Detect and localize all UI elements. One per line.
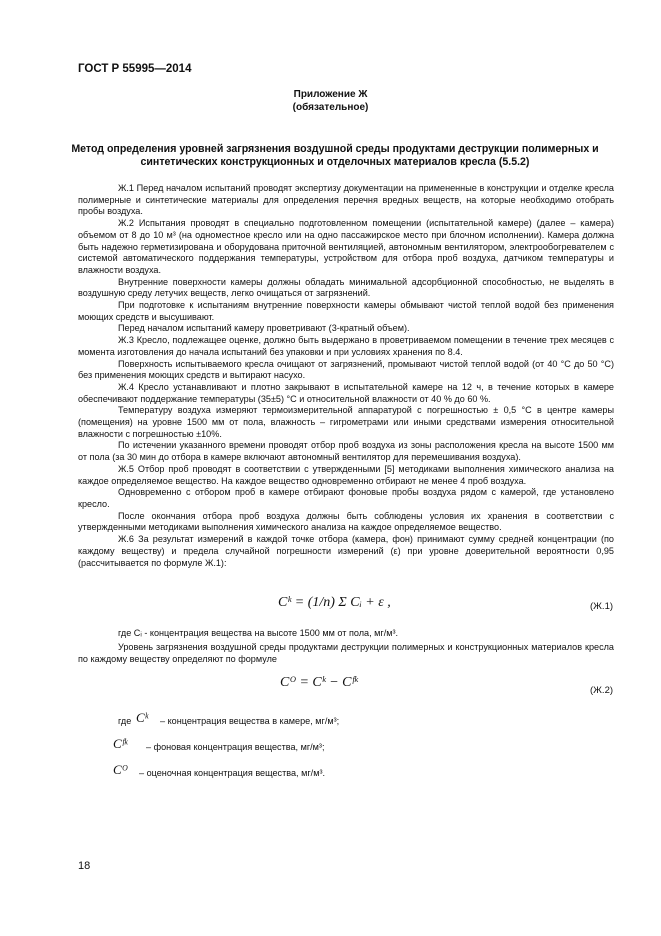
paragraph: По истечении указанного времени проводят отбор проб воздуха из зоны расположения кресла на высоте 1500 мм от пола (за 30 мин до отбора в камере включают автономный вентилятор для перемешивания воздуха).: [78, 440, 614, 463]
body-text: [78, 183, 614, 569]
paragraph: Ж.4 Кресло устанавливают и плотно закрывают в испытательной камере на 12 ч, в течение которых в камере обеспечивают поддержание температуры (35±5) °С и относительной влажности от 40 % до 60 %.: [78, 381, 614, 404]
paragraph: Ж.2 Испытания проводят в специально подготовленном помещении (испытательной камере) (далее – камера) объемом от 8 до 10 м³ (на одноместное кресло или на одно пассажирское место при блочном исполнении). Камера должна быть надежно герметизирована и оборудована приточной вентиляцией, автономным вентилятором, электрообогревателем с системой автоматического поддержания температуры, устройством для отбора проб воздуха, датчиком температуры и влажности воздуха.: [78, 218, 614, 275]
paragraph: После окончания отбора проб воздуха должны быть соблюдены условия их хранения в соответствии с утвержденными методиками выполнения химического анализа на каждое определяемое вещество.: [78, 510, 614, 533]
formula-1: Cᵏ = (1/n) Σ Cᵢ + ε ,: [278, 595, 391, 610]
legend-symbol: Cᵏ: [136, 710, 149, 725]
page-number: 18: [78, 860, 91, 872]
legend-prefix: где: [118, 716, 132, 726]
legend-symbol: Cᴼ: [113, 762, 128, 777]
paragraph: Поверхность испытываемого кресла очищают от загрязнений, промывают чистой теплой водой (от 40 °С до 50 °С) без применения моющих средств и вытирают насухо.: [78, 358, 614, 381]
paragraph: Одновременно с отбором проб в камере отбирают фоновые пробы воздуха рядом с камерой, где установлено кресло.: [78, 487, 614, 509]
legend-text: – фоновая концентрация вещества, мг/м³;: [146, 742, 325, 752]
paragraph: Температуру воздуха измеряют термоизмерительной аппаратурой с погрешностью ± 0,5 °С в центре камеры (помещения) на уровне 1500 мм от пола, влажность – гигрометрами или иными средствами измерения относительной влажности с погрешностью ±10%.: [78, 405, 614, 439]
paragraph: Внутренние поверхности камеры должны обладать минимальной адсорбционной способностью, не выделять в воздушную среду летучих веществ, легко очищаться от загрязнений.: [78, 276, 614, 299]
appendix-title: Метод определения уровней загрязнения воздушной среды продуктами деструкции полимерных и синтетических конструкционных и отделочных материалов кресла (5.5.2): [71, 143, 599, 168]
appendix-label: Приложение Ж: [293, 89, 368, 100]
formula-2: Cᴼ = Cᵏ − Cᶠᵏ: [280, 675, 358, 690]
paragraph: Ж.6 За результат измерений в каждой точке отбора (камера, фон) принимают сумму средней концентрации (по каждому веществу) и предела случайной погрешности измерений (ε) при уровне доверительной вероятности 0,95 (рассчитывается по формуле Ж.1):: [78, 534, 614, 568]
appendix-status: (обязательное): [292, 102, 369, 113]
formula-2-number: (Ж.2): [590, 685, 614, 696]
paragraph: Перед началом испытаний камеру проветривают (3-кратный объем).: [118, 323, 410, 334]
appendix-heading: [0, 88, 661, 114]
document-header: ГОСТ Р 55995—2014: [78, 63, 192, 75]
paragraph: Ж.1 Перед началом испытаний проводят экспертизу документации на примененные в конструкции и отделке кресла полимерные и синтетические материалы для определения перечня вредных веществ, на которые необходимо отобрать пробы воздуха.: [78, 183, 614, 217]
formula-1-number: (Ж.1): [590, 601, 614, 612]
paragraph: Ж.5 Отбор проб проводят в соответствии с утвержденными [5] методиками выполнения химического анализа на каждое определяемое вещество. На каждое вещество одновременно отбирают не менее 4 проб воздуха.: [78, 463, 614, 486]
legend-text: – оценочная концентрация вещества, мг/м³.: [139, 768, 325, 778]
formula-1-where: где Сᵢ - концентрация вещества на высоте 1500 мм от пола, мг/м³.: [118, 628, 399, 638]
paragraph: Ж.3 Кресло, подлежащее оценке, должно быть выдержано в проветриваемом помещении в течение трех месяцев с момента изготовления до начала испытаний без упаковки и при условиях хранения по 8.4.: [78, 335, 614, 357]
paragraph: При подготовке к испытаниям внутренние поверхности камеры обмывают чистой теплой водой без применения моющих средств и высушивают.: [78, 300, 614, 322]
legend-symbol: Cᶠᵏ: [113, 736, 128, 751]
legend-text: – концентрация вещества в камере, мг/м³;: [160, 716, 340, 726]
paragraph-level: Уровень загрязнения воздушной среды продуктами деструкции полимерных и конструкционных материалов кресла по каждому веществу определяют по формуле: [78, 642, 614, 664]
